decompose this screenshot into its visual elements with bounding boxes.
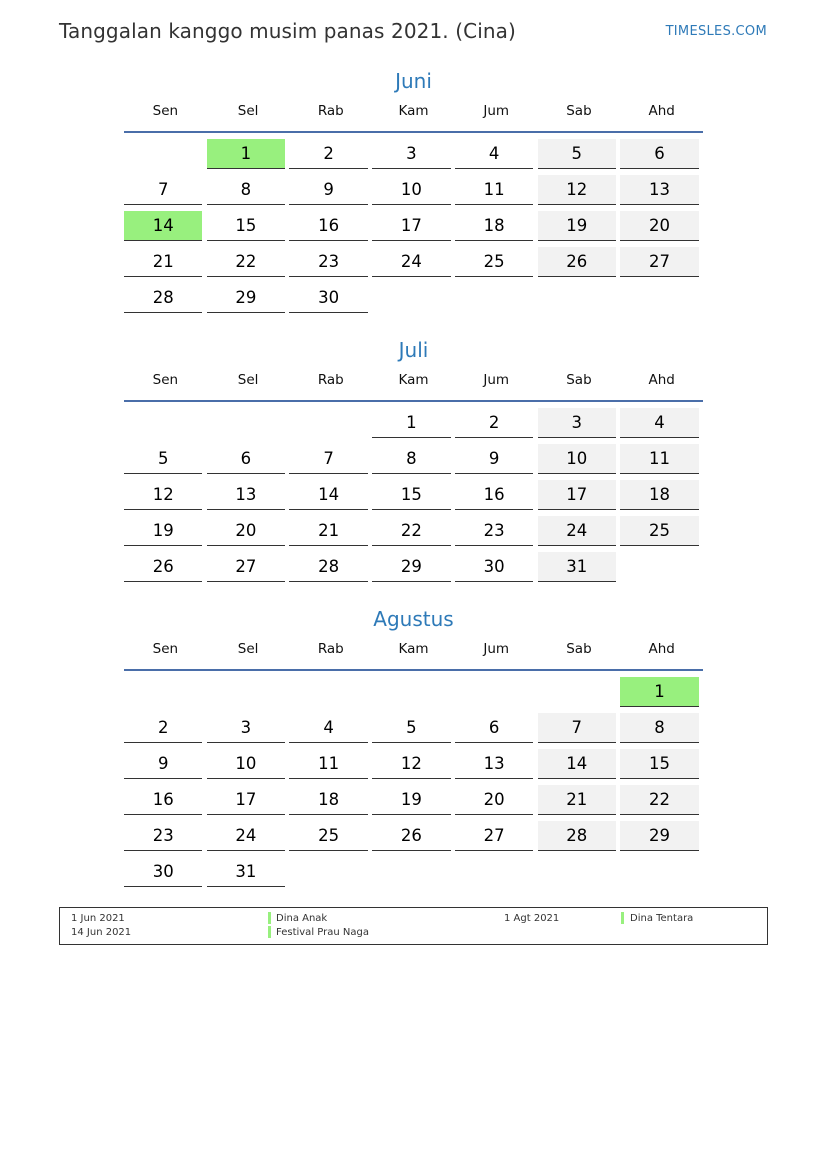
day-cell: 9 <box>289 175 367 205</box>
week-row <box>124 444 703 480</box>
week-row <box>124 785 703 821</box>
day-cell: 6 <box>455 713 533 743</box>
legend-date: 14 Jun 2021 <box>71 927 132 938</box>
weekday-label: Ahd <box>648 103 675 119</box>
weekday-header <box>124 636 703 671</box>
day-cell: 3 <box>538 408 616 438</box>
day-cell: 11 <box>289 749 367 779</box>
day-cell: 4 <box>455 139 533 169</box>
weekday-label: Kam <box>398 103 429 119</box>
empty-cell <box>455 677 533 707</box>
day-cell: 9 <box>124 749 202 779</box>
empty-cell <box>538 283 616 313</box>
day-cell: 13 <box>620 175 698 205</box>
weekday-label: Sab <box>566 103 592 119</box>
day-cell: 25 <box>455 247 533 277</box>
day-cell: 8 <box>620 713 698 743</box>
day-cell: 3 <box>207 713 285 743</box>
weekday-header <box>124 367 703 402</box>
day-cell: 2 <box>289 139 367 169</box>
day-cell: 8 <box>372 444 450 474</box>
month-block <box>124 606 703 893</box>
day-cell: 14 <box>124 211 202 241</box>
legend-name: Dina Anak <box>276 913 328 924</box>
day-cell: 21 <box>124 247 202 277</box>
week-row <box>124 211 703 247</box>
day-cell: 12 <box>538 175 616 205</box>
week-row <box>124 749 703 785</box>
empty-cell <box>372 677 450 707</box>
week-row <box>124 552 703 588</box>
day-cell: 28 <box>538 821 616 851</box>
week-row <box>124 283 703 319</box>
day-cell: 18 <box>455 211 533 241</box>
day-cell: 16 <box>455 480 533 510</box>
day-cell: 27 <box>620 247 698 277</box>
empty-cell <box>289 857 367 887</box>
empty-cell <box>372 857 450 887</box>
day-cell: 5 <box>124 444 202 474</box>
empty-cell <box>207 677 285 707</box>
day-cell: 27 <box>207 552 285 582</box>
day-cell: 31 <box>538 552 616 582</box>
day-cell: 15 <box>207 211 285 241</box>
day-cell: 14 <box>289 480 367 510</box>
day-cell: 23 <box>455 516 533 546</box>
legend-date: 1 Jun 2021 <box>71 913 125 924</box>
day-cell: 19 <box>124 516 202 546</box>
day-cell: 16 <box>124 785 202 815</box>
month-block <box>124 337 703 588</box>
day-cell: 20 <box>207 516 285 546</box>
day-cell: 4 <box>620 408 698 438</box>
day-cell: 26 <box>538 247 616 277</box>
week-row <box>124 408 703 444</box>
holiday-marker <box>268 926 271 938</box>
day-cell: 25 <box>289 821 367 851</box>
day-cell: 30 <box>289 283 367 313</box>
weekday-label: Sab <box>566 641 592 657</box>
week-row <box>124 175 703 211</box>
day-cell: 26 <box>372 821 450 851</box>
day-cell: 10 <box>372 175 450 205</box>
day-cell: 7 <box>289 444 367 474</box>
empty-cell <box>620 857 698 887</box>
day-cell: 1 <box>372 408 450 438</box>
day-cell: 29 <box>620 821 698 851</box>
empty-cell <box>620 283 698 313</box>
month-block <box>124 68 703 319</box>
day-cell: 17 <box>538 480 616 510</box>
empty-cell <box>455 857 533 887</box>
weekday-label: Jum <box>483 103 510 119</box>
day-cell: 29 <box>207 283 285 313</box>
page-title: Tanggalan kanggo musim panas 2021. (Cina) <box>59 19 516 43</box>
week-row <box>124 247 703 283</box>
day-cell: 4 <box>289 713 367 743</box>
holiday-legend <box>59 907 768 945</box>
day-cell: 1 <box>207 139 285 169</box>
empty-cell <box>289 408 367 438</box>
day-cell: 24 <box>207 821 285 851</box>
month-name: Agustus <box>373 607 454 631</box>
day-cell: 16 <box>289 211 367 241</box>
legend-name: Festival Prau Naga <box>276 927 369 938</box>
site-link[interactable]: TIMESLES.COM <box>665 24 767 39</box>
day-cell: 10 <box>538 444 616 474</box>
day-cell: 17 <box>372 211 450 241</box>
day-cell: 15 <box>620 749 698 779</box>
day-cell: 12 <box>124 480 202 510</box>
day-cell: 2 <box>124 713 202 743</box>
day-cell: 23 <box>289 247 367 277</box>
weekday-label: Ahd <box>648 372 675 388</box>
weekday-label: Rab <box>317 641 344 657</box>
day-cell: 13 <box>455 749 533 779</box>
weekday-label: Sel <box>237 641 259 657</box>
week-row <box>124 821 703 857</box>
day-cell: 24 <box>372 247 450 277</box>
weekday-label: Sen <box>152 641 179 657</box>
weekday-header <box>124 98 703 133</box>
week-row <box>124 480 703 516</box>
legend-name: Dina Tentara <box>630 913 694 924</box>
day-cell: 2 <box>455 408 533 438</box>
empty-cell <box>124 139 202 169</box>
holiday-marker <box>268 912 271 924</box>
day-cell: 30 <box>124 857 202 887</box>
day-cell: 8 <box>207 175 285 205</box>
weekday-label: Sel <box>237 103 259 119</box>
weekday-label: Jum <box>483 641 510 657</box>
month-name: Juli <box>398 338 429 362</box>
weekday-label: Ahd <box>648 641 675 657</box>
day-cell: 1 <box>620 677 698 707</box>
day-cell: 18 <box>620 480 698 510</box>
weekday-label: Rab <box>317 372 344 388</box>
weekday-label: Sel <box>237 372 259 388</box>
day-cell: 11 <box>620 444 698 474</box>
day-cell: 24 <box>538 516 616 546</box>
week-row <box>124 139 703 175</box>
day-cell: 19 <box>372 785 450 815</box>
day-cell: 28 <box>289 552 367 582</box>
day-cell: 31 <box>207 857 285 887</box>
day-cell: 9 <box>455 444 533 474</box>
day-cell: 5 <box>538 139 616 169</box>
day-cell: 22 <box>372 516 450 546</box>
week-row <box>124 677 703 713</box>
day-cell: 20 <box>455 785 533 815</box>
weekday-label: Jum <box>483 372 510 388</box>
empty-cell <box>538 857 616 887</box>
empty-cell <box>538 677 616 707</box>
day-cell: 14 <box>538 749 616 779</box>
weekday-label: Kam <box>398 372 429 388</box>
day-cell: 3 <box>372 139 450 169</box>
day-cell: 27 <box>455 821 533 851</box>
day-cell: 12 <box>372 749 450 779</box>
day-cell: 20 <box>620 211 698 241</box>
day-cell: 5 <box>372 713 450 743</box>
day-cell: 21 <box>538 785 616 815</box>
day-cell: 28 <box>124 283 202 313</box>
week-row <box>124 713 703 749</box>
month-name: Juni <box>395 69 432 93</box>
weekday-label: Kam <box>398 641 429 657</box>
day-cell: 22 <box>620 785 698 815</box>
day-cell: 6 <box>207 444 285 474</box>
day-cell: 21 <box>289 516 367 546</box>
day-cell: 22 <box>207 247 285 277</box>
weekday-label: Sab <box>566 372 592 388</box>
empty-cell <box>124 408 202 438</box>
day-cell: 15 <box>372 480 450 510</box>
weekday-label: Rab <box>317 103 344 119</box>
empty-cell <box>207 408 285 438</box>
day-cell: 23 <box>124 821 202 851</box>
day-cell: 18 <box>289 785 367 815</box>
day-cell: 29 <box>372 552 450 582</box>
empty-cell <box>289 677 367 707</box>
legend-date: 1 Agt 2021 <box>504 913 560 924</box>
empty-cell <box>455 283 533 313</box>
empty-cell <box>372 283 450 313</box>
day-cell: 19 <box>538 211 616 241</box>
weekday-label: Sen <box>152 103 179 119</box>
day-cell: 25 <box>620 516 698 546</box>
day-cell: 26 <box>124 552 202 582</box>
empty-cell <box>124 677 202 707</box>
day-cell: 11 <box>455 175 533 205</box>
holiday-marker <box>621 912 624 924</box>
day-cell: 6 <box>620 139 698 169</box>
week-row <box>124 516 703 552</box>
day-cell: 7 <box>124 175 202 205</box>
weekday-label: Sen <box>152 372 179 388</box>
day-cell: 7 <box>538 713 616 743</box>
day-cell: 13 <box>207 480 285 510</box>
empty-cell <box>620 552 698 582</box>
week-row <box>124 857 703 893</box>
day-cell: 30 <box>455 552 533 582</box>
day-cell: 10 <box>207 749 285 779</box>
day-cell: 17 <box>207 785 285 815</box>
